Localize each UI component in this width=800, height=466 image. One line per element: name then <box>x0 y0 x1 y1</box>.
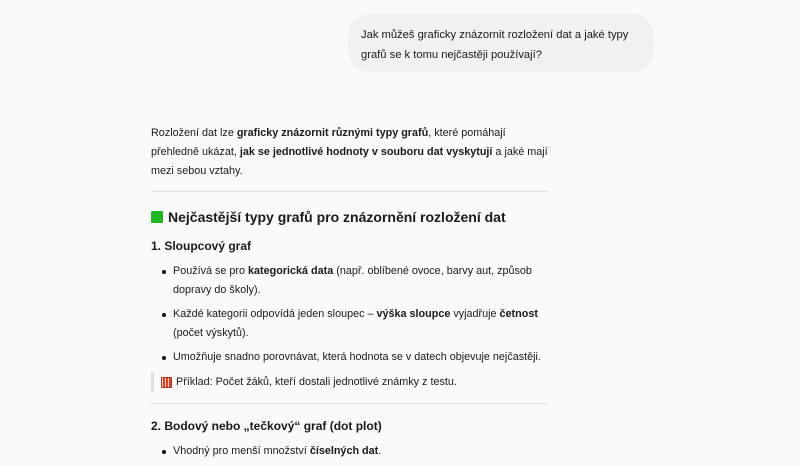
bullet-list <box>151 442 551 461</box>
assistant-answer <box>151 124 551 466</box>
divider <box>151 191 549 192</box>
user-message-text: Jak můžeš graficky znázornit rozložení dat a jaké typy grafů se k tomu nejčastěji používají? <box>361 29 629 61</box>
divider <box>151 403 549 404</box>
bullet-text: Používá se pro <box>173 265 249 277</box>
intro-bold: jak se jednotlivé hodnoty v souboru dat vyskytují <box>239 146 493 158</box>
list-item <box>151 442 551 461</box>
abacus-icon <box>161 377 172 388</box>
example-quote <box>151 372 551 392</box>
bullet-text: Vhodný pro menší množství <box>173 445 310 457</box>
bullet-text: Umožňuje snadno porovnávat, která hodnota se v datech objevuje nejčastěji. <box>173 351 541 363</box>
answer-intro <box>151 124 551 181</box>
user-message-bubble <box>348 14 654 72</box>
intro-text: Rozložení dat lze <box>151 127 237 139</box>
bullet-bold: číselných dat <box>309 445 379 457</box>
bullet-text: . <box>378 445 382 457</box>
bullet-text: (např. oblíbené ovoce, barvy aut, způsob dopravy do školy). <box>173 265 532 296</box>
bullet-text: (počet výskytů). <box>173 327 249 339</box>
intro-text: a jaké mají mezi sebou vztahy. <box>151 146 548 177</box>
intro-text: , které pomáhají přehledně ukázat, <box>151 127 506 158</box>
bullet-list <box>151 262 551 367</box>
list-item <box>151 262 551 300</box>
section-heading <box>151 207 551 227</box>
intro-bold: graficky znázornit různými typy grafů <box>236 127 429 139</box>
list-item <box>151 348 551 367</box>
list-item <box>151 305 551 343</box>
bullet-bold: výška sloupce <box>376 308 451 320</box>
item-title: 2. Bodový nebo „tečkový“ graf (dot plot) <box>151 419 382 433</box>
bullet-text: Každé kategorii odpovídá jeden sloupec – <box>173 308 377 320</box>
bullet-bold: četnost <box>499 308 538 320</box>
green-square-icon <box>151 211 163 223</box>
item-title: 1. Sloupcový graf <box>151 239 252 253</box>
example-text: Příklad: Počet žáků, kteří dostali jednotlivé známky z testu. <box>176 375 457 388</box>
section-heading-text: Nejčastější typy grafů pro znázornění rozložení dat <box>168 208 506 225</box>
bullet-bold: kategorická data <box>248 265 334 277</box>
bullet-text: vyjadřuje <box>450 308 500 320</box>
